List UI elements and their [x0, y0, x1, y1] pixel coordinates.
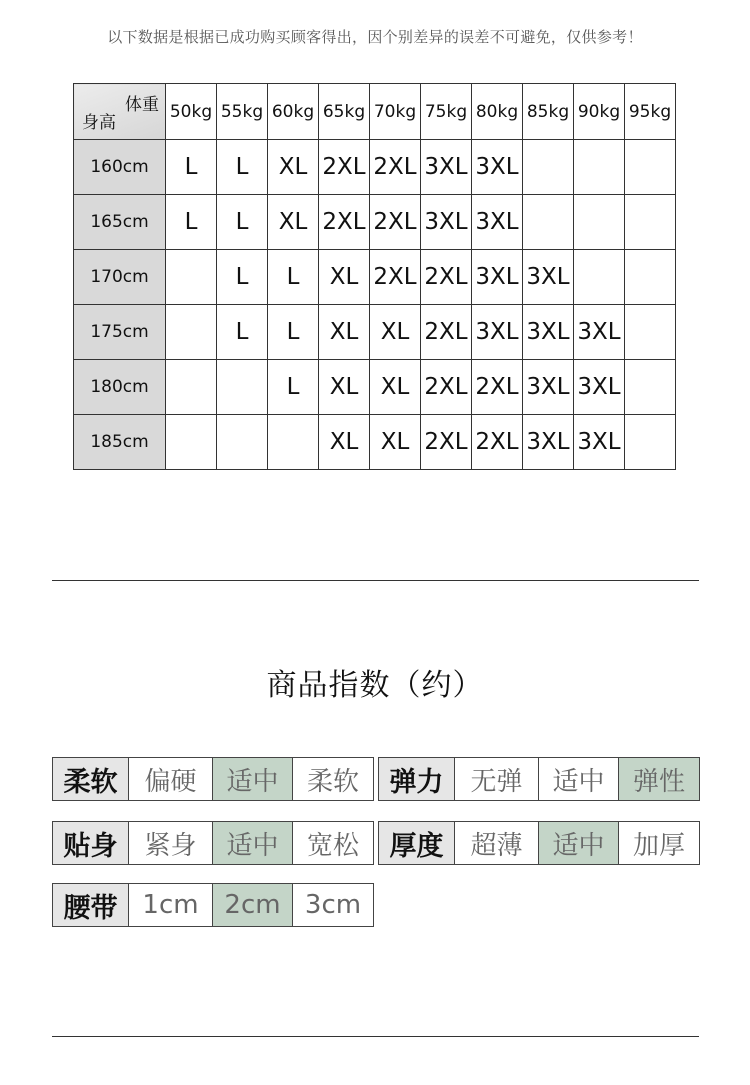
weight-header: 50kg: [166, 84, 217, 140]
size-cell: XL: [319, 360, 370, 415]
index-group: [52, 821, 374, 865]
size-cell: L: [217, 250, 268, 305]
size-cell: [625, 415, 676, 470]
size-cell: 3XL: [523, 250, 574, 305]
size-cell: [166, 250, 217, 305]
size-cell: 2XL: [472, 360, 523, 415]
size-cell: L: [166, 195, 217, 250]
size-cell: L: [268, 360, 319, 415]
height-header: 185cm: [74, 415, 166, 470]
index-option-selected: 适中: [213, 758, 293, 800]
size-cell: L: [268, 250, 319, 305]
size-cell: [625, 305, 676, 360]
size-cell: 2XL: [370, 195, 421, 250]
weight-header: 70kg: [370, 84, 421, 140]
height-header: 175cm: [74, 305, 166, 360]
size-cell: 3XL: [472, 250, 523, 305]
height-axis-label: 身高: [82, 113, 116, 133]
size-cell: XL: [370, 305, 421, 360]
size-cell: 2XL: [319, 195, 370, 250]
size-cell: L: [217, 305, 268, 360]
height-header: 170cm: [74, 250, 166, 305]
size-cell: [574, 140, 625, 195]
weight-header: 55kg: [217, 84, 268, 140]
table-row: [74, 195, 676, 250]
index-group: [52, 883, 374, 927]
size-cell: [217, 415, 268, 470]
index-option-selected: 2cm: [213, 884, 293, 926]
section-title: 商品指数（约）: [266, 668, 484, 703]
size-cell: XL: [268, 140, 319, 195]
size-table-header-row: [74, 84, 676, 140]
table-row: [74, 415, 676, 470]
height-header: 165cm: [74, 195, 166, 250]
index-option: 1cm: [129, 884, 213, 926]
weight-header: 95kg: [625, 84, 676, 140]
size-cell: 3XL: [523, 305, 574, 360]
index-label: 弹力: [379, 758, 455, 800]
index-option-selected: 弹性: [619, 758, 699, 800]
index-label: 贴身: [53, 822, 129, 864]
weight-header: 80kg: [472, 84, 523, 140]
index-option: 柔软: [306, 766, 359, 797]
size-cell: [625, 140, 676, 195]
size-cell: [625, 250, 676, 305]
size-cell: [523, 195, 574, 250]
size-cell: [217, 360, 268, 415]
index-option: 适中: [539, 758, 619, 800]
index-label: 腰带: [53, 884, 129, 926]
divider-bottom: [52, 1036, 699, 1037]
weight-header: 75kg: [421, 84, 472, 140]
size-cell: 3XL: [421, 140, 472, 195]
size-cell: 3XL: [472, 195, 523, 250]
size-cell: 2XL: [472, 415, 523, 470]
size-cell: XL: [268, 195, 319, 250]
size-cell: [523, 140, 574, 195]
size-cell: 3XL: [574, 305, 625, 360]
disclaimer-note: 以下数据是根据已成功购买顾客得出，因个别差异的误差不可避免，仅供参考！: [107, 28, 643, 46]
height-header: 180cm: [74, 360, 166, 415]
size-cell: XL: [319, 250, 370, 305]
divider-top: [52, 580, 699, 581]
corner-header: [74, 84, 166, 140]
size-cell: [625, 195, 676, 250]
index-option: 加厚: [632, 830, 685, 861]
size-cell: XL: [319, 415, 370, 470]
size-cell: XL: [370, 360, 421, 415]
index-option: 偏硬: [129, 758, 213, 800]
size-cell: XL: [319, 305, 370, 360]
size-cell: L: [268, 305, 319, 360]
size-cell: 3XL: [574, 360, 625, 415]
size-cell: 2XL: [421, 250, 472, 305]
weight-header: 90kg: [574, 84, 625, 140]
size-cell: [166, 360, 217, 415]
index-label: 柔软: [53, 758, 129, 800]
index-option: 无弹: [455, 758, 539, 800]
size-cell: 2XL: [370, 250, 421, 305]
index-option: 宽松: [306, 830, 359, 861]
height-header: 160cm: [74, 140, 166, 195]
size-cell: 3XL: [523, 360, 574, 415]
size-cell: [268, 415, 319, 470]
size-cell: [574, 250, 625, 305]
weight-axis-label: 体重: [125, 95, 159, 115]
size-cell: 3XL: [523, 415, 574, 470]
size-cell: L: [217, 195, 268, 250]
weight-header: 60kg: [268, 84, 319, 140]
size-cell: 2XL: [370, 140, 421, 195]
size-cell: 3XL: [472, 305, 523, 360]
size-cell: 3XL: [574, 415, 625, 470]
size-cell: [574, 195, 625, 250]
index-option: 3cm: [304, 890, 362, 920]
table-row: [74, 360, 676, 415]
table-row: [74, 250, 676, 305]
table-row: [74, 140, 676, 195]
index-option-selected: 适中: [213, 822, 293, 864]
index-label: 厚度: [379, 822, 455, 864]
weight-header: 85kg: [523, 84, 574, 140]
size-cell: XL: [370, 415, 421, 470]
size-chart-table: [73, 83, 676, 470]
size-cell: L: [166, 140, 217, 195]
index-group: [378, 757, 700, 801]
size-cell: [166, 415, 217, 470]
index-group: [52, 757, 374, 801]
size-cell: 3XL: [472, 140, 523, 195]
index-option: 紧身: [129, 822, 213, 864]
size-cell: 2XL: [421, 360, 472, 415]
size-cell: 3XL: [421, 195, 472, 250]
size-cell: L: [217, 140, 268, 195]
size-cell: [625, 360, 676, 415]
size-cell: 2XL: [421, 415, 472, 470]
size-cell: [166, 305, 217, 360]
size-cell: 2XL: [319, 140, 370, 195]
index-option: 超薄: [455, 822, 539, 864]
index-group: [378, 821, 700, 865]
table-row: [74, 305, 676, 360]
index-option-selected: 适中: [539, 822, 619, 864]
size-cell: 2XL: [421, 305, 472, 360]
weight-header: 65kg: [319, 84, 370, 140]
